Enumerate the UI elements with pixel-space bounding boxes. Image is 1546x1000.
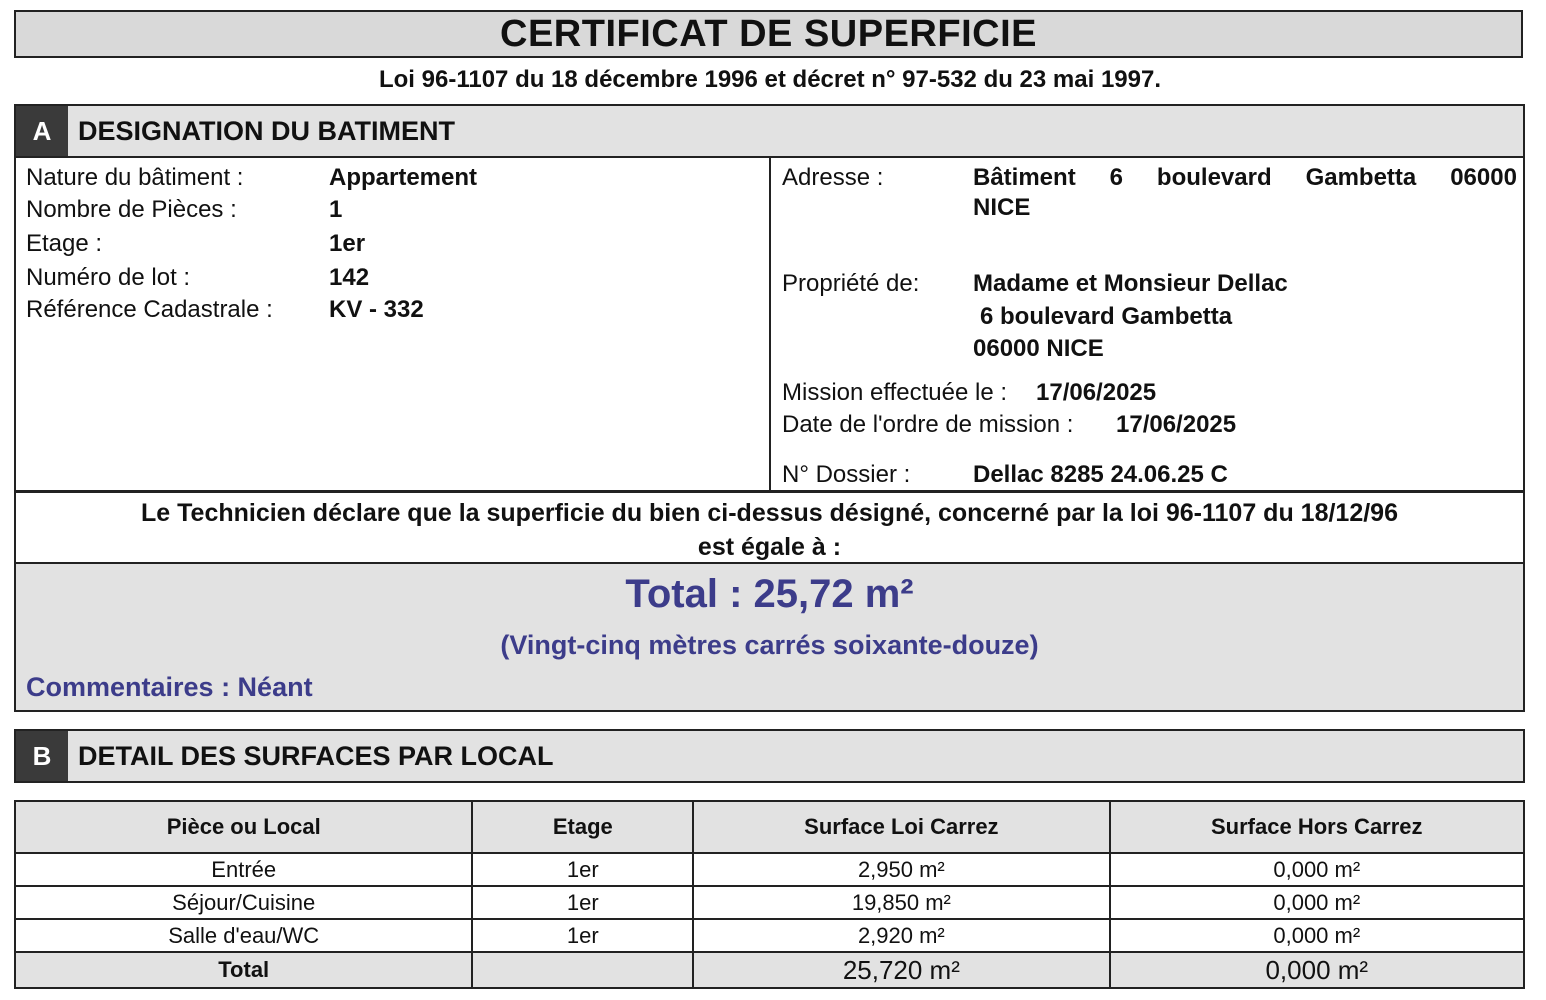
floor-label: Etage :: [26, 230, 103, 257]
column-header: Pièce ou Local: [15, 801, 472, 853]
total-surface: Total : 25,72 m²: [625, 572, 914, 616]
non-carrez-surface: 0,000 m²: [1110, 919, 1524, 952]
section-b-letter: B: [16, 731, 68, 781]
mission-date-label: Mission effectuée le :: [782, 379, 1008, 406]
building-designation-box: [14, 157, 1525, 492]
section-b-title: DETAIL DES SURFACES PAR LOCAL: [78, 740, 554, 771]
address-label: Adresse :: [782, 164, 884, 191]
non-carrez-surface: 0,000 m²: [1110, 853, 1524, 886]
cadastral-ref-value: KV - 332: [329, 296, 424, 323]
legal-reference: Loi 96-1107 du 18 décembre 1996 et décret n° 97-532 du 23 mai 1997.: [378, 66, 1161, 93]
table-header-row: [15, 801, 1524, 853]
column-divider: [769, 157, 771, 490]
building-type-value: Appartement: [329, 164, 478, 191]
section-a-title: DESIGNATION DU BATIMENT: [78, 115, 455, 146]
lot-number-label: Numéro de lot :: [26, 264, 191, 291]
address-word: boulevard: [1156, 164, 1272, 191]
carrez-surface: 19,850 m²: [693, 886, 1109, 919]
mission-date-value: 17/06/2025: [1036, 379, 1157, 406]
room-count-label: Nombre de Pièces :: [26, 196, 237, 223]
comments: Commentaires : Néant: [26, 672, 313, 702]
owner-name: Madame et Monsieur Dellac: [973, 270, 1288, 297]
table-row: [15, 853, 1524, 886]
declaration-line-2: est égale à :: [697, 533, 842, 561]
room-count-value: 1: [329, 196, 343, 223]
floor-value: 1er: [329, 230, 366, 257]
total-non-carrez-surface: 0,000 m²: [1110, 952, 1524, 988]
section-a-letter: A: [16, 106, 68, 156]
room-name: Entrée: [15, 853, 472, 886]
dossier-label: N° Dossier :: [782, 461, 911, 488]
cadastral-ref-label: Référence Cadastrale :: [26, 296, 273, 323]
declaration-line-1: Le Technicien déclare que la superficie du bien ci-dessus désigné, concerné par la loi 96-1107 du 18/12/96: [141, 499, 1398, 527]
address-line-1: [973, 164, 1517, 192]
owner-label: Propriété de:: [782, 270, 920, 297]
dossier-value: Dellac 8285 24.06.25 C: [973, 461, 1228, 488]
address-word: Gambetta: [1305, 164, 1417, 191]
room-floor: 1er: [472, 853, 693, 886]
room-name: Salle d'eau/WC: [15, 919, 472, 952]
column-header: Surface Hors Carrez: [1110, 801, 1524, 853]
room-floor: 1er: [472, 919, 693, 952]
document-title: CERTIFICAT DE SUPERFICIE: [14, 10, 1523, 58]
owner-street: 6 boulevard Gambetta: [980, 303, 1233, 330]
address-line-2: NICE: [973, 194, 1031, 221]
room-name: Séjour/Cuisine: [15, 886, 472, 919]
lot-number-value: 142: [329, 264, 370, 291]
table-total-row: [15, 952, 1524, 988]
owner-city: 06000 NICE: [973, 335, 1104, 362]
section-a-header: [14, 104, 1525, 158]
carrez-surface: 2,920 m²: [693, 919, 1109, 952]
section-b-header: [14, 729, 1525, 783]
table-row: [15, 919, 1524, 952]
total-surface-box: [14, 562, 1525, 712]
surfaces-table: [14, 800, 1525, 989]
total-label: Total: [15, 952, 472, 988]
total-carrez-surface: 25,720 m²: [693, 952, 1109, 988]
address-word: 06000: [1450, 164, 1517, 191]
technician-declaration: [14, 491, 1525, 564]
column-header: Surface Loi Carrez: [693, 801, 1109, 853]
total-floor: [472, 952, 693, 988]
order-date-label: Date de l'ordre de mission :: [782, 411, 1074, 438]
address-word: 6: [1109, 164, 1123, 191]
order-date-value: 17/06/2025: [1116, 411, 1237, 438]
room-floor: 1er: [472, 886, 693, 919]
building-type-label: Nature du bâtiment :: [26, 164, 244, 191]
column-header: Etage: [472, 801, 693, 853]
non-carrez-surface: 0,000 m²: [1110, 886, 1524, 919]
table-row: [15, 886, 1524, 919]
address-word: Bâtiment: [973, 164, 1076, 191]
carrez-surface: 2,950 m²: [693, 853, 1109, 886]
total-surface-in-words: (Vingt-cinq mètres carrés soixante-douze): [500, 630, 1039, 660]
